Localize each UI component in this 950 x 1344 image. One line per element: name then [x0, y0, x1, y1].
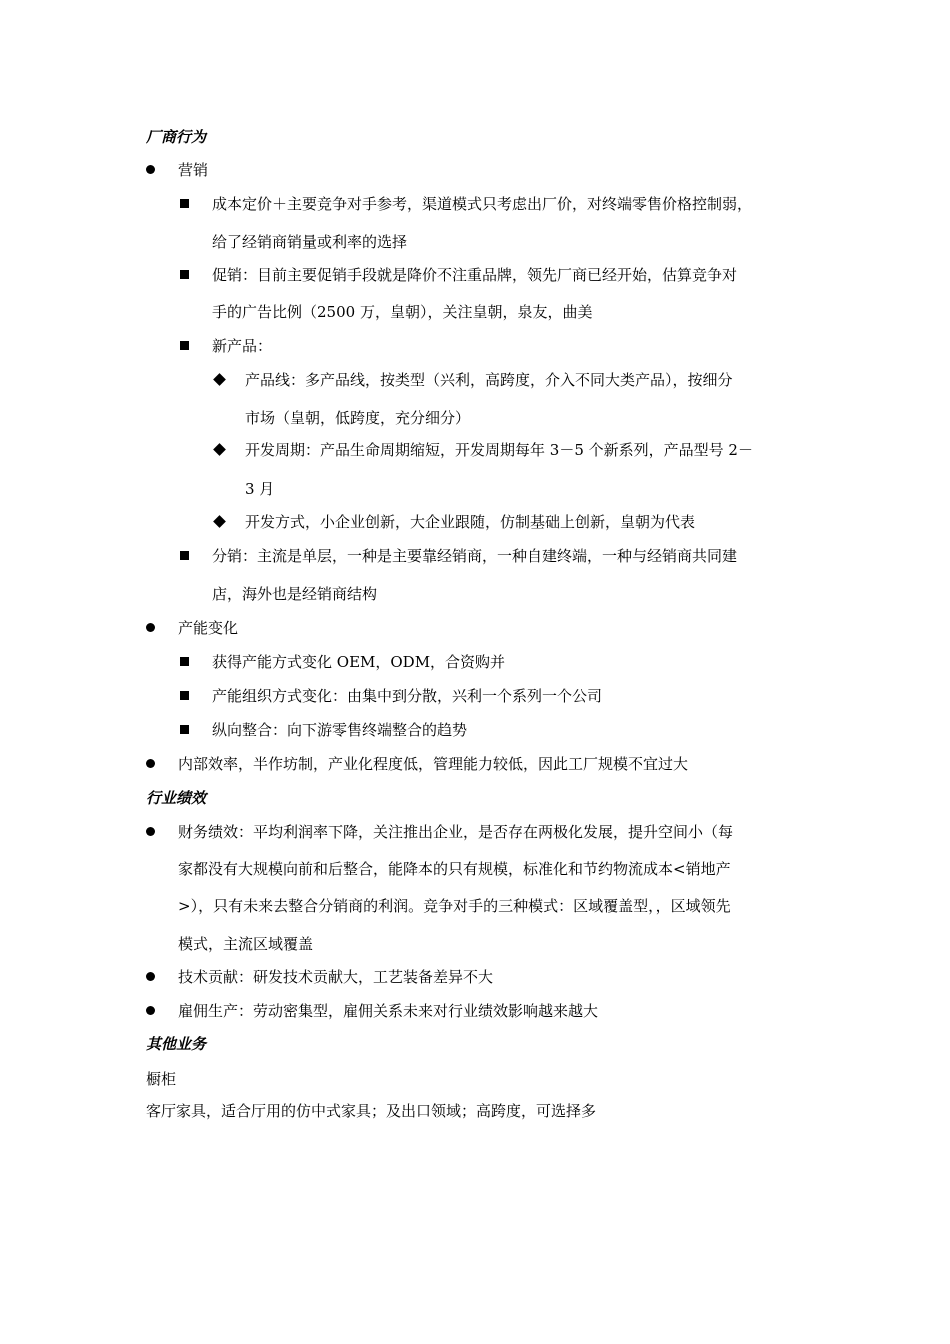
bullet-dot-icon — [146, 972, 155, 981]
efficiency-text: 内部效率，半作坊制，产业化程度低，管理能力较低，因此工厂规模不宜过大 — [178, 755, 689, 773]
financial-text-line2: 家都没有大规模向前和后整合，能降本的只有规模，标准化和节约物流成本<销地产 — [178, 860, 731, 878]
promo-text-line1: 促销：目前主要促销手段就是降价不注重品牌，领先厂商已经开始，估算竞争对 — [212, 266, 738, 284]
bullet-dot-icon — [146, 827, 155, 836]
distribution-text-line2: 店，海外也是经销商结构 — [212, 585, 378, 603]
section-title-vendor-behavior: 厂商行为 — [146, 128, 207, 146]
pricing-text-line2: 给了经销商销量或利率的选择 — [212, 233, 408, 251]
marketing-label: 营销 — [178, 161, 209, 179]
product-line-text-line1: 产品线：多产品线，按类型（兴利，高跨度，介入不同大类产品），按细分 — [245, 371, 733, 389]
bullet-diamond-icon — [213, 443, 226, 456]
dev-method-text: 开发方式，小企业创新，大企业跟随，仿制基础上创新，皇朝为代表 — [245, 513, 696, 531]
bullet-square-icon — [180, 725, 189, 734]
product-line-text-line2: 市场（皇朝，低跨度，充分细分） — [245, 409, 471, 427]
labor-text: 雇佣生产：劳动密集型，雇佣关系未来对行业绩效影响越来越大 — [178, 1002, 599, 1020]
new-product-label: 新产品： — [212, 337, 273, 355]
section-title-other-business: 其他业务 — [146, 1035, 207, 1053]
financial-text-line3: >），只有未来去整合分销商的利润。竞争对手的三种模式：区域覆盖型，，区域领先 — [178, 897, 731, 915]
living-room-text: 客厅家具，适合厅用的仿中式家具；及出口领域；高跨度，可选择多 — [146, 1102, 597, 1120]
capacity-label: 产能变化 — [178, 619, 239, 637]
capacity-item-2: 产能组织方式变化：由集中到分散，兴利一个系列一个公司 — [212, 687, 603, 705]
bullet-square-icon — [180, 270, 189, 279]
dev-cycle-text-line2: 3 月 — [245, 480, 275, 498]
bullet-dot-icon — [146, 759, 155, 768]
bullet-square-icon — [180, 341, 189, 350]
bullet-dot-icon — [146, 623, 155, 632]
bullet-square-icon — [180, 691, 189, 700]
dev-cycle-text-line1: 开发周期：产品生命周期缩短，开发周期每年 3－5 个新系列，产品型号 2－ — [245, 441, 753, 459]
bullet-dot-icon — [146, 165, 155, 174]
pricing-text-line1: 成本定价＋主要竞争对手参考，渠道模式只考虑出厂价，对终端零售价格控制弱， — [212, 195, 753, 213]
capacity-item-3: 纵向整合：向下游零售终端整合的趋势 — [212, 721, 468, 739]
bullet-dot-icon — [146, 1006, 155, 1015]
promo-text-line2: 手的广告比例（2500 万，皇朝），关注皇朝，泉友，曲美 — [212, 303, 593, 321]
bullet-diamond-icon — [213, 515, 226, 528]
financial-text-line4: 模式，主流区域覆盖 — [178, 935, 314, 953]
section-title-industry-performance: 行业绩效 — [146, 789, 207, 807]
bullet-square-icon — [180, 199, 189, 208]
bullet-diamond-icon — [213, 373, 226, 386]
financial-text-line1: 财务绩效：平均利润率下降，关注推出企业，是否存在两极化发展，提升空间小（每 — [178, 823, 734, 841]
capacity-item-1: 获得产能方式变化 OEM，ODM，合资购并 — [212, 653, 506, 671]
bullet-square-icon — [180, 551, 189, 560]
bullet-square-icon — [180, 657, 189, 666]
distribution-text-line1: 分销：主流是单层，一种是主要靠经销商，一种自建终端，一种与经销商共同建 — [212, 547, 738, 565]
cabinet-text: 橱柜 — [146, 1070, 177, 1088]
tech-contribution-text: 技术贡献：研发技术贡献大，工艺装备差异不大 — [178, 968, 494, 986]
